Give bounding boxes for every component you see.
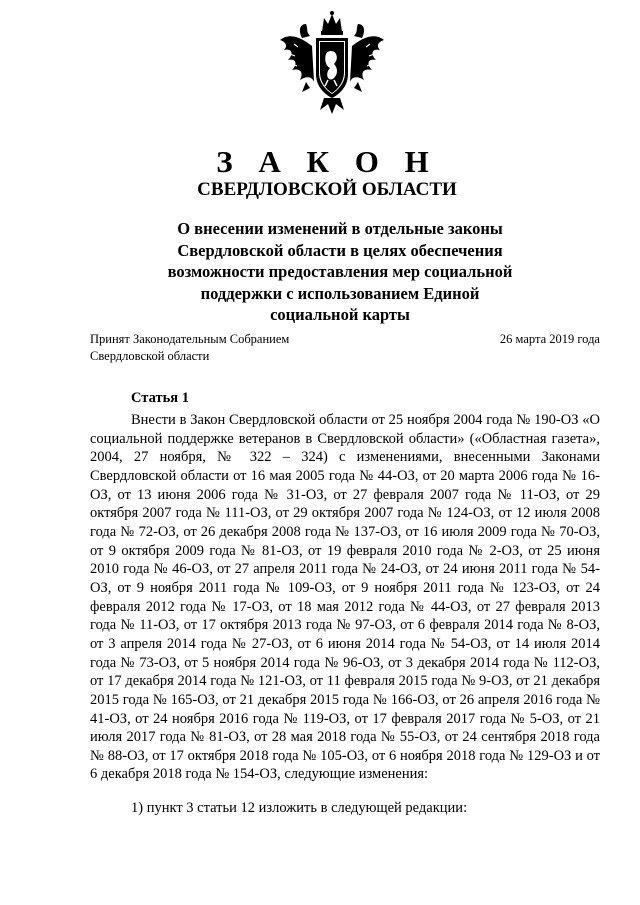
crown-icon <box>321 11 343 35</box>
eagle-right-wing <box>350 36 384 82</box>
subject-line: социальной карты <box>270 305 410 324</box>
adoption-line: Принят Законодательным Собранием <box>90 332 290 346</box>
list-item: 1) пункт 3 статьи 12 изложить в следующей редакции: <box>131 800 468 816</box>
adoption-body <box>90 331 289 365</box>
eagle-left-wing <box>280 36 314 82</box>
subject-line: возможности предоставления мер социальной <box>167 262 513 281</box>
adoption-date: 26 марта 2019 года <box>499 332 600 346</box>
document-subtitle: СВЕРДЛОВСКОЙ ОБЛАСТИ <box>197 179 457 200</box>
article-paragraph: Внести в Закон Свердловской области от 25 ноября 2004 года № 190-ОЗ «О социальной поддержке ветеранов в Свердловской области» («Областная газета», 2004, 27 ноября, № 322 – 324) с изменениями, внесенными Законами Свердловской области от 16 мая 2005 года № 44-ОЗ, от 20 марта 2006 года № 16-ОЗ, от 13 июня 2006 года № 31-ОЗ, от 27 февраля 2007 года № 11-ОЗ, от 29 октября 2007 года № 111-ОЗ, от 29 октября 2007 года № 124-ОЗ, от 12 июля 2008 года № 72-ОЗ, от 26 декабря 2008 года № 137-ОЗ, от 16 июля 2009 года № 70-ОЗ, от 9 октября 2009 года № 81-ОЗ, от 19 февраля 2010 года № 2-ОЗ, от 25 июня 2010 года № 46-ОЗ, от 27 апреля 2011 года № 24-ОЗ, от 24 июня 2011 года № 54-ОЗ, от 9 ноября 2011 года № 109-ОЗ, от 9 ноября 2011 года № 123-ОЗ, от 24 февраля 2012 года № 17-ОЗ, от 18 мая 2012 года № 44-ОЗ, от 27 февраля 2013 года № 11-ОЗ, от 17 октября 2013 года № 97-ОЗ, от 6 февраля 2014 года № 8-ОЗ, от 3 апреля 2014 года № 27-ОЗ, от 6 июня 2014 года № 54-ОЗ, от 14 июля 2014 года № 73-ОЗ, от 5 ноября 2014 года № 96-ОЗ, от 3 декабря 2014 года № 112-ОЗ, от 17 декабря 2014 года № 121-ОЗ, от 11 февраля 2015 года № 9-ОЗ, от 21 декабря 2015 года № 165-ОЗ, от 21 декабря 2015 года № 166-ОЗ, от 26 апреля 2016 года № 41-ОЗ, от 24 ноября 2016 года № 119-ОЗ, от 17 февраля 2017 года № 5-ОЗ, от 21 июля 2017 года № 81-ОЗ, от 28 мая 2018 года № 55-ОЗ, от 24 сентября 2018 года № 88-ОЗ, от 17 октября 2018 года № 105-ОЗ, от 6 ноября 2018 года № 129-ОЗ и от 6 декабря 2018 года № 154-ОЗ, следующие изменения: <box>90 412 600 783</box>
shield-icon <box>316 38 348 98</box>
subject-line: Свердловской области в целях обеспечения <box>177 240 503 260</box>
subject-line: О внесении изменений в отдельные законы <box>177 219 503 238</box>
document-title: З А К О Н <box>216 144 438 179</box>
coat-of-arms-icon <box>272 10 392 118</box>
subject-line: поддержки с использованием Единой <box>200 283 480 303</box>
adoption-line: Свердловской области <box>90 349 210 363</box>
law-subject <box>90 218 590 326</box>
article-heading: Статья 1 <box>131 390 189 406</box>
eagle-tail <box>320 98 344 114</box>
